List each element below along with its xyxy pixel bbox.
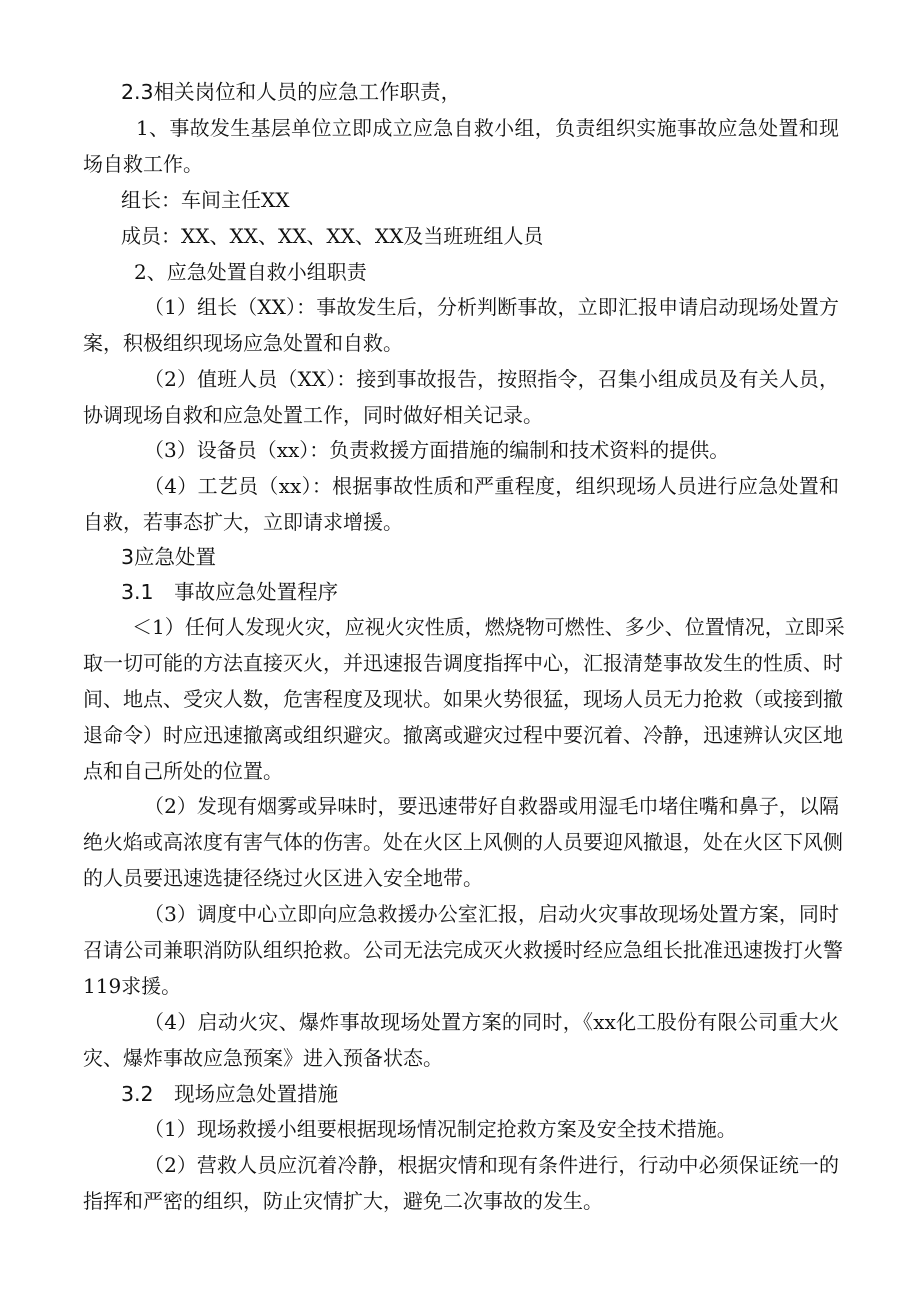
paragraph-line: 2、应急处置自救小组职责 — [134, 260, 367, 284]
paragraph-line: 指挥和严密的组织，防止灾情扩大，避免二次事故的发生。 — [83, 1189, 603, 1213]
paragraph-line: 协调现场自救和应急处置工作，同时做好相关记录。 — [83, 403, 543, 427]
paragraph-line: 点和自己所处的位置。 — [83, 759, 283, 783]
paragraph-line: 自救，若事态扩大，立即请求增援。 — [83, 510, 403, 534]
section-heading-3-2: 3.2 现场应急处置措施 — [121, 1082, 339, 1106]
team-members-line: 成员：XX、XX、XX、XX、XX及当班班组人员 — [121, 224, 544, 248]
procedure-item-2: （2）发现有烟雾或异味时，要迅速带好自救器或用湿毛巾堵住嘴和鼻子，以隔 — [144, 794, 839, 818]
paragraph-line: 案，积极组织现场应急处置和自救。 — [83, 331, 403, 355]
paragraph-line: 间、地点、受灾人数，危害程度及现状。如果火势很猛，现场人员无力抢救（或接到撤 — [83, 687, 843, 711]
paragraph-line: 场自救工作。 — [83, 152, 203, 176]
duty-item-1: （1）组长（XX）：事故发生后，分析判断事故，立即汇报申请启动现场处置方 — [144, 295, 839, 319]
paragraph-line: 灾、爆炸事故应急预案》进入预备状态。 — [83, 1046, 443, 1070]
paragraph-line: 1、事故发生基层单位立即成立应急自救小组，负责组织实施事故应急处置和现 — [136, 116, 839, 140]
paragraph-line: 119求援。 — [83, 974, 182, 998]
paragraph-line: 绝火焰或高浓度有害气体的伤害。处在火区上风侧的人员要迎风撤退，处在火区下风侧 — [83, 830, 843, 854]
duty-item-2: （2）值班人员（XX）：接到事故报告，按照指令，召集小组成员及有关人员， — [144, 367, 839, 391]
paragraph-line: 退命令）时应迅速撤离或组织避灾。撤离或避灾过程中要沉着、冷静，迅速辨认灾区地 — [83, 723, 843, 747]
paragraph-line: 的人员要迅速选捷径绕过火区进入安全地带。 — [83, 866, 483, 890]
section-heading-2-3: 2.3相关岗位和人员的应急工作职责， — [121, 80, 462, 104]
procedure-item-3: （3）调度中心立即向应急救援办公室汇报，启动火灾事故现场处置方案，同时 — [144, 902, 839, 926]
measure-item-2: （2）营救人员应沉着冷静，根据灾情和现有条件进行，行动中必须保证统一的 — [144, 1153, 839, 1177]
procedure-item-1: ＜1）任何人发现火灾，应视火灾性质，燃烧物可燃性、多少、位置情况，立即采 — [132, 615, 845, 639]
section-heading-3: 3应急处置 — [121, 545, 217, 569]
paragraph-line: 取一切可能的方法直接灭火，并迅速报告调度指挥中心，汇报清楚事故发生的性质、时 — [83, 651, 843, 675]
paragraph-line: 召请公司兼职消防队组织抢救。公司无法完成灭火救援时经应急组长批准迅速拨打火警 — [83, 938, 843, 962]
team-leader-line: 组长：车间主任XX — [121, 188, 290, 212]
procedure-item-4: （4）启动火灾、爆炸事故现场处置方案的同时，《xx化工股份有限公司重大火 — [144, 1010, 839, 1034]
measure-item-1: （1）现场救援小组要根据现场情况制定抢救方案及安全技术措施。 — [144, 1117, 737, 1141]
duty-item-3: （3）设备员（xx）：负责救援方面措施的编制和技术资料的提供。 — [144, 438, 730, 462]
section-heading-3-1: 3.1 事故应急处置程序 — [121, 580, 339, 604]
duty-item-4: （4）工艺员（xx）：根据事故性质和严重程度，组织现场人员进行应急处置和 — [144, 474, 839, 498]
